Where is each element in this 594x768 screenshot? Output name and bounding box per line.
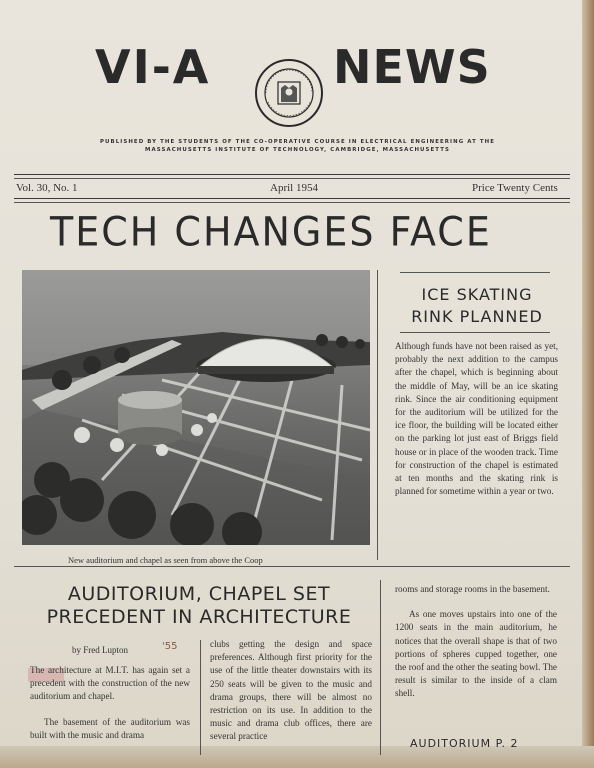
masthead-rule-bottom (14, 198, 570, 199)
masthead-rule-top-2 (14, 178, 570, 179)
story-col1-paragraph-1: The architecture at M.I.T. has again set a precedent with the construction of the new auditorium and chapel. (30, 665, 190, 702)
story-headline-line-1: AUDITORIUM, CHAPEL SET (67, 583, 331, 605)
photo-caption: New auditorium and chapel as seen from above the Coop (68, 555, 263, 565)
main-headline: TECH CHANGES FACE (50, 208, 492, 256)
paper-edge (582, 0, 594, 768)
sidebar-headline-line-1: ICE SKATING (421, 285, 533, 304)
column-divider-sidebar (377, 270, 378, 560)
story-headline (24, 583, 374, 629)
sidebar-article-text: Although funds have not been raised as yet, probably the next addition to the campus after the chapel, which is beginning about the middle of May, will be an ice skating rink. Since the air conditioning equipment for the auditorium will be utilized for the ice floor, the building will be located either on the parking lot just east of Briggs field house or in place of the wooden track. Time for construction of the chapel is estimated at ten months and the skating rink is planned for sometime within a year or two. (395, 341, 558, 497)
story-headline-line-2: PRECEDENT IN ARCHITECTURE (46, 606, 352, 628)
story-col2-paragraph-1: clubs getting the design and space preferences. Although first priority for the use of the little theater downstairs with its 250 seats will be given to the music and drama groups, there will be almost no restriction on its use. In addition to the music and drama club offices, there are several practice (210, 639, 372, 742)
sidebar-headline-line-2: RINK PLANNED (411, 307, 543, 326)
continued-on-page: AUDITORIUM P. 2 (410, 737, 519, 750)
issue-price: Price Twenty Cents (472, 182, 558, 194)
story-column-1 (30, 664, 190, 742)
issue-date: April 1954 (270, 182, 318, 194)
sidebar-rule-top (400, 272, 550, 273)
story-column-3 (395, 583, 557, 701)
masthead-left: VI-A (95, 40, 211, 94)
auditorium-chapel-photo (22, 270, 370, 545)
story-col1-paragraph-2: The basement of the auditorium was built with the music and drama (30, 716, 190, 740)
story-col3-paragraph-1: rooms and storage rooms in the basement. (395, 584, 550, 594)
story-col3-paragraph-2: As one moves upstairs into one of the 1200 seats in the main auditorium, he notices that the overall shape is that of two portions of spheres cupped together, one the roof and the other the seating bowl. The result is similar to the inside of a clam shell. (395, 609, 557, 699)
story-column-2 (210, 638, 372, 744)
issue-volume: Vol. 30, No. 1 (16, 182, 78, 194)
mit-seal-icon (254, 58, 324, 128)
class-year-mark: '55 (162, 641, 178, 652)
column-divider-1 (200, 640, 201, 755)
sidebar-rule-bottom (400, 332, 550, 333)
column-divider-2 (380, 580, 381, 755)
sidebar-headline (388, 284, 566, 328)
publisher-line-2: MASSACHUSETTS INSTITUTE OF TECHNOLOGY, CAMBRIDGE, MASSACHUSETTS (145, 147, 450, 153)
section-rule (14, 566, 570, 567)
publisher-line-1: PUBLISHED BY THE STUDENTS OF THE CO-OPERATIVE COURSE IN ELECTRICAL ENGINEERING AT THE (99, 139, 496, 145)
byline: by Fred Lupton (72, 645, 128, 655)
masthead-rule-bottom-2 (14, 202, 570, 203)
publisher-statement (60, 138, 535, 154)
masthead-rule-top (14, 174, 570, 175)
masthead-right: NEWS (333, 40, 491, 94)
